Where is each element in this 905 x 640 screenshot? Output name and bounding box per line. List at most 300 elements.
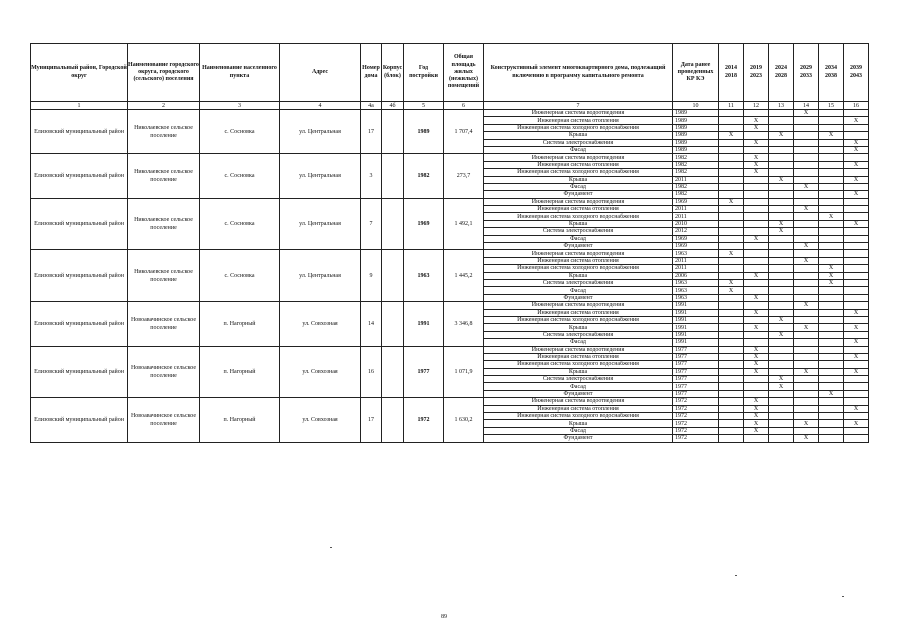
element-name-cell: Крыша (484, 272, 673, 279)
period-mark-cell: X (744, 272, 769, 279)
block-cell (382, 110, 404, 154)
document-page (30, 43, 868, 443)
header-settlement: Наименование городского округа, городского (сельского) поселения (128, 44, 200, 102)
previous-repair-date-cell: 1989 (673, 117, 719, 124)
period-mark-cell (819, 198, 844, 205)
period-mark-cell (844, 413, 869, 420)
column-number: 4 (280, 102, 361, 110)
period-mark-cell (769, 435, 794, 442)
period-mark-cell (769, 243, 794, 250)
house-number-cell: 7 (361, 198, 382, 250)
period-mark-cell (794, 294, 819, 301)
period-mark-cell (719, 161, 744, 168)
period-mark-cell: X (794, 302, 819, 309)
locality-cell: п. Нагорный (200, 398, 280, 442)
period-mark-cell (719, 206, 744, 213)
period-mark-cell: X (844, 353, 869, 360)
settlement-cell: Новоавачинское сельское поселение (128, 302, 200, 346)
element-name-cell: Инженерная система отопления (484, 161, 673, 168)
settlement-cell: Николаевское сельское поселение (128, 110, 200, 154)
previous-repair-date-cell: 1989 (673, 124, 719, 131)
period-mark-cell (794, 191, 819, 198)
period-mark-cell: X (794, 183, 819, 190)
period-mark-cell (819, 243, 844, 250)
period-mark-cell (769, 265, 794, 272)
period-mark-cell (844, 427, 869, 434)
period-mark-cell (769, 309, 794, 316)
street-cell: ул. Центральная (280, 198, 361, 250)
column-number: 4б (382, 102, 404, 110)
period-mark-cell (769, 339, 794, 346)
period-mark-cell (819, 250, 844, 257)
previous-repair-date-cell: 1991 (673, 324, 719, 331)
header-area: Общая площадь жилых (нежилых) помещений (444, 44, 484, 102)
period-mark-cell (844, 243, 869, 250)
period-mark-cell (844, 435, 869, 442)
period-mark-cell (719, 346, 744, 353)
scan-speck (330, 547, 332, 548)
period-mark-cell: X (744, 346, 769, 353)
period-mark-cell (769, 198, 794, 205)
settlement-cell: Николаевское сельское поселение (128, 154, 200, 198)
period-mark-cell: X (769, 220, 794, 227)
area-cell: 273,7 (444, 154, 484, 198)
column-number: 5 (404, 102, 444, 110)
column-number: 1 (31, 102, 128, 110)
element-name-cell: Инженерная система водоотведения (484, 110, 673, 117)
period-mark-cell (844, 110, 869, 117)
period-mark-cell (844, 213, 869, 220)
period-mark-cell (719, 413, 744, 420)
period-mark-cell: X (844, 161, 869, 168)
element-name-cell: Крыша (484, 176, 673, 183)
period-mark-cell (719, 154, 744, 161)
period-mark-cell (819, 316, 844, 323)
period-mark-cell: X (794, 243, 819, 250)
period-mark-cell: X (719, 279, 744, 286)
column-number: 16 (844, 102, 869, 110)
element-name-cell: Инженерная система отопления (484, 353, 673, 360)
period-mark-cell (794, 279, 819, 286)
element-name-cell: Фасад (484, 146, 673, 153)
period-mark-cell (819, 383, 844, 390)
period-mark-cell (819, 139, 844, 146)
header-locality: Наименование населенного пункта (200, 44, 280, 102)
period-mark-cell (794, 383, 819, 390)
settlement-cell: Николаевское сельское поселение (128, 198, 200, 250)
previous-repair-date-cell: 2010 (673, 220, 719, 227)
period-mark-cell (844, 302, 869, 309)
period-mark-cell: X (744, 420, 769, 427)
column-number-row (31, 102, 869, 110)
period-mark-cell (719, 110, 744, 117)
element-name-cell: Инженерная система отопления (484, 257, 673, 264)
house-number-cell: 14 (361, 302, 382, 346)
element-name-cell: Крыша (484, 132, 673, 139)
element-name-cell: Фасад (484, 235, 673, 242)
house-number-cell: 17 (361, 110, 382, 154)
period-mark-cell (769, 390, 794, 397)
element-name-cell: Инженерная система водоотведения (484, 398, 673, 405)
period-mark-cell: X (744, 368, 769, 375)
period-mark-cell (744, 316, 769, 323)
period-mark-cell: X (844, 368, 869, 375)
element-name-cell: Система электроснабжения (484, 331, 673, 338)
header-house-number: Номер дома (361, 44, 382, 102)
period-mark-cell (844, 294, 869, 301)
period-mark-cell (719, 435, 744, 442)
period-mark-cell (744, 243, 769, 250)
column-number: 13 (769, 102, 794, 110)
column-number: 14 (794, 102, 819, 110)
period-mark-cell (719, 390, 744, 397)
element-name-cell: Фасад (484, 383, 673, 390)
period-mark-cell (769, 324, 794, 331)
table-row (31, 346, 869, 353)
column-number: 7 (484, 102, 673, 110)
period-mark-cell (794, 316, 819, 323)
period-mark-cell (719, 228, 744, 235)
period-mark-cell (819, 183, 844, 190)
locality-cell: п. Нагорный (200, 302, 280, 346)
street-cell: ул. Совхозная (280, 346, 361, 398)
period-mark-cell (794, 228, 819, 235)
settlement-cell: Новоавачинское сельское поселение (128, 398, 200, 442)
period-mark-cell (719, 183, 744, 190)
header-period-3: 2024 2028 (769, 44, 794, 102)
period-mark-cell (794, 398, 819, 405)
period-mark-cell (844, 154, 869, 161)
period-mark-cell: X (744, 139, 769, 146)
period-mark-cell (744, 183, 769, 190)
previous-repair-date-cell: 2011 (673, 265, 719, 272)
element-name-cell: Крыша (484, 324, 673, 331)
period-mark-cell (769, 117, 794, 124)
period-mark-cell: X (819, 390, 844, 397)
period-mark-cell (769, 302, 794, 309)
period-mark-cell (819, 368, 844, 375)
period-mark-cell (819, 324, 844, 331)
period-mark-cell (769, 169, 794, 176)
period-mark-cell: X (844, 176, 869, 183)
period-mark-cell (744, 376, 769, 383)
period-mark-cell: X (819, 272, 844, 279)
element-name-cell: Крыша (484, 220, 673, 227)
period-mark-cell: X (744, 398, 769, 405)
period-mark-cell (844, 206, 869, 213)
block-cell (382, 154, 404, 198)
period-mark-cell (819, 117, 844, 124)
period-mark-cell: X (819, 213, 844, 220)
period-mark-cell (719, 176, 744, 183)
header-block: Корпус (блок) (382, 44, 404, 102)
period-mark-cell: X (819, 279, 844, 286)
element-name-cell: Инженерная система холодного водоснабжения (484, 213, 673, 220)
period-mark-cell (819, 309, 844, 316)
year-built-cell: 1989 (404, 110, 444, 154)
period-mark-cell (719, 257, 744, 264)
period-mark-cell (769, 154, 794, 161)
element-name-cell: Инженерная система водоотведения (484, 250, 673, 257)
period-mark-cell (844, 124, 869, 131)
previous-repair-date-cell: 1977 (673, 383, 719, 390)
period-mark-cell: X (794, 368, 819, 375)
period-mark-cell (769, 287, 794, 294)
period-mark-cell: X (794, 110, 819, 117)
district-cell: Елизовский муниципальный район (31, 154, 128, 198)
period-mark-cell: X (844, 191, 869, 198)
previous-repair-date-cell: 1972 (673, 398, 719, 405)
period-mark-cell: X (719, 132, 744, 139)
locality-cell: с. Сосновка (200, 110, 280, 154)
period-mark-cell (819, 331, 844, 338)
period-mark-cell (769, 146, 794, 153)
column-number: 6 (444, 102, 484, 110)
element-name-cell: Инженерная система холодного водоснабжения (484, 169, 673, 176)
previous-repair-date-cell: 2011 (673, 176, 719, 183)
previous-repair-date-cell: 1977 (673, 376, 719, 383)
element-name-cell: Инженерная система водоотведения (484, 198, 673, 205)
period-mark-cell (844, 250, 869, 257)
period-mark-cell: X (844, 324, 869, 331)
period-mark-cell (844, 228, 869, 235)
period-mark-cell: X (719, 198, 744, 205)
period-mark-cell (719, 339, 744, 346)
block-cell (382, 346, 404, 398)
element-name-cell: Система электроснабжения (484, 228, 673, 235)
street-cell: ул. Центральная (280, 110, 361, 154)
period-mark-cell (744, 279, 769, 286)
settlement-cell: Новоавачинское сельское поселение (128, 346, 200, 398)
period-mark-cell: X (769, 228, 794, 235)
period-mark-cell: X (844, 309, 869, 316)
period-mark-cell (819, 235, 844, 242)
house-number-cell: 17 (361, 398, 382, 442)
period-mark-cell (719, 427, 744, 434)
previous-repair-date-cell: 2011 (673, 206, 719, 213)
block-cell (382, 302, 404, 346)
period-mark-cell: X (744, 117, 769, 124)
period-mark-cell (794, 250, 819, 257)
previous-repair-date-cell: 1972 (673, 405, 719, 412)
header-period-2: 2019 2023 (744, 44, 769, 102)
previous-repair-date-cell: 1982 (673, 169, 719, 176)
year-built-cell: 1972 (404, 398, 444, 442)
previous-repair-date-cell: 1982 (673, 191, 719, 198)
previous-repair-date-cell: 1969 (673, 198, 719, 205)
period-mark-cell: X (744, 124, 769, 131)
element-name-cell: Инженерная система отопления (484, 206, 673, 213)
period-mark-cell (769, 213, 794, 220)
period-mark-cell (719, 265, 744, 272)
area-cell: 1 492,1 (444, 198, 484, 250)
column-number: 2 (128, 102, 200, 110)
period-mark-cell (744, 206, 769, 213)
period-mark-cell (794, 117, 819, 124)
period-mark-cell (844, 398, 869, 405)
element-name-cell: Фундамент (484, 243, 673, 250)
period-mark-cell (769, 413, 794, 420)
district-cell: Елизовский муниципальный район (31, 198, 128, 250)
period-mark-cell (769, 183, 794, 190)
table-row (31, 110, 869, 117)
column-number: 10 (673, 102, 719, 110)
district-cell: Елизовский муниципальный район (31, 110, 128, 154)
period-mark-cell (794, 213, 819, 220)
element-name-cell: Инженерная система водоотведения (484, 346, 673, 353)
period-mark-cell (819, 413, 844, 420)
period-mark-cell (719, 302, 744, 309)
period-mark-cell (744, 331, 769, 338)
period-mark-cell (769, 346, 794, 353)
period-mark-cell (769, 139, 794, 146)
period-mark-cell: X (744, 405, 769, 412)
period-mark-cell (769, 206, 794, 213)
element-name-cell: Фундамент (484, 390, 673, 397)
period-mark-cell (719, 324, 744, 331)
area-cell: 1 707,4 (444, 110, 484, 154)
period-mark-cell (844, 316, 869, 323)
period-mark-cell (844, 331, 869, 338)
table-row (31, 302, 869, 309)
period-mark-cell (794, 161, 819, 168)
element-name-cell: Инженерная система отопления (484, 117, 673, 124)
previous-repair-date-cell: 2011 (673, 213, 719, 220)
period-mark-cell (819, 191, 844, 198)
period-mark-cell (794, 198, 819, 205)
period-mark-cell (719, 383, 744, 390)
header-period-4: 2029 2033 (794, 44, 819, 102)
element-name-cell: Фундамент (484, 294, 673, 301)
element-name-cell: Система электроснабжения (484, 279, 673, 286)
period-mark-cell (719, 169, 744, 176)
previous-repair-date-cell: 1991 (673, 331, 719, 338)
street-cell: ул. Центральная (280, 250, 361, 302)
area-cell: 1 071,9 (444, 346, 484, 398)
street-cell: ул. Совхозная (280, 398, 361, 442)
table-row (31, 398, 869, 405)
period-mark-cell (794, 220, 819, 227)
previous-repair-date-cell: 1972 (673, 435, 719, 442)
period-mark-cell: X (744, 324, 769, 331)
element-name-cell: Фасад (484, 287, 673, 294)
period-mark-cell (819, 346, 844, 353)
period-mark-cell (819, 124, 844, 131)
period-mark-cell (744, 302, 769, 309)
period-mark-cell (769, 398, 794, 405)
previous-repair-date-cell: 1963 (673, 250, 719, 257)
period-mark-cell (794, 361, 819, 368)
period-mark-cell (744, 435, 769, 442)
period-mark-cell (844, 383, 869, 390)
period-mark-cell (819, 287, 844, 294)
district-cell: Елизовский муниципальный район (31, 346, 128, 398)
element-name-cell: Инженерная система холодного водоснабжения (484, 124, 673, 131)
period-mark-cell (744, 191, 769, 198)
period-mark-cell (794, 132, 819, 139)
period-mark-cell: X (844, 139, 869, 146)
house-number-cell: 3 (361, 154, 382, 198)
period-mark-cell (719, 361, 744, 368)
header-previous-repair-date: Дата ранее проведенных КР КЭ (673, 44, 719, 102)
period-mark-cell (794, 154, 819, 161)
previous-repair-date-cell: 1982 (673, 154, 719, 161)
period-mark-cell (769, 161, 794, 168)
period-mark-cell (794, 376, 819, 383)
period-mark-cell (819, 176, 844, 183)
period-mark-cell (769, 427, 794, 434)
period-mark-cell (819, 405, 844, 412)
block-cell (382, 398, 404, 442)
period-mark-cell (844, 183, 869, 190)
street-cell: ул. Центральная (280, 154, 361, 198)
period-mark-cell (744, 146, 769, 153)
period-mark-cell (819, 398, 844, 405)
district-cell: Елизовский муниципальный район (31, 250, 128, 302)
period-mark-cell (719, 117, 744, 124)
header-year-built: Год постройки (404, 44, 444, 102)
element-name-cell: Инженерная система холодного водоснабжения (484, 361, 673, 368)
period-mark-cell (719, 220, 744, 227)
period-mark-cell (744, 250, 769, 257)
period-mark-cell (844, 257, 869, 264)
header-district: Муниципальный район, Городской округ (31, 44, 128, 102)
table-row (31, 198, 869, 205)
period-mark-cell: X (769, 383, 794, 390)
period-mark-cell: X (844, 146, 869, 153)
period-mark-cell (769, 405, 794, 412)
locality-cell: с. Сосновка (200, 250, 280, 302)
period-mark-cell: X (844, 405, 869, 412)
period-mark-cell: X (844, 420, 869, 427)
table-body (31, 110, 869, 443)
period-mark-cell (719, 368, 744, 375)
header-element: Конструктивный элемент многоквартирного дома, подлежащий включению в программу капитального ремонта (484, 44, 673, 102)
period-mark-cell (769, 368, 794, 375)
previous-repair-date-cell: 1989 (673, 110, 719, 117)
period-mark-cell: X (744, 427, 769, 434)
period-mark-cell (844, 272, 869, 279)
period-mark-cell (769, 279, 794, 286)
period-mark-cell (769, 272, 794, 279)
locality-cell: с. Сосновка (200, 154, 280, 198)
previous-repair-date-cell: 1977 (673, 390, 719, 397)
period-mark-cell (794, 139, 819, 146)
period-mark-cell: X (819, 132, 844, 139)
period-mark-cell (819, 435, 844, 442)
element-name-cell: Фасад (484, 339, 673, 346)
period-mark-cell: X (769, 376, 794, 383)
period-mark-cell (769, 361, 794, 368)
period-mark-cell: X (744, 413, 769, 420)
period-mark-cell (794, 353, 819, 360)
period-mark-cell (819, 220, 844, 227)
previous-repair-date-cell: 1963 (673, 294, 719, 301)
period-mark-cell (819, 427, 844, 434)
period-mark-cell (794, 331, 819, 338)
district-cell: Елизовский муниципальный район (31, 398, 128, 442)
period-mark-cell (819, 110, 844, 117)
page-number: 89 (441, 614, 447, 620)
element-name-cell: Фасад (484, 183, 673, 190)
period-mark-cell (819, 206, 844, 213)
period-mark-cell (794, 265, 819, 272)
period-mark-cell (844, 346, 869, 353)
period-mark-cell (744, 383, 769, 390)
period-mark-cell: X (769, 316, 794, 323)
period-mark-cell (819, 294, 844, 301)
year-built-cell: 1963 (404, 250, 444, 302)
